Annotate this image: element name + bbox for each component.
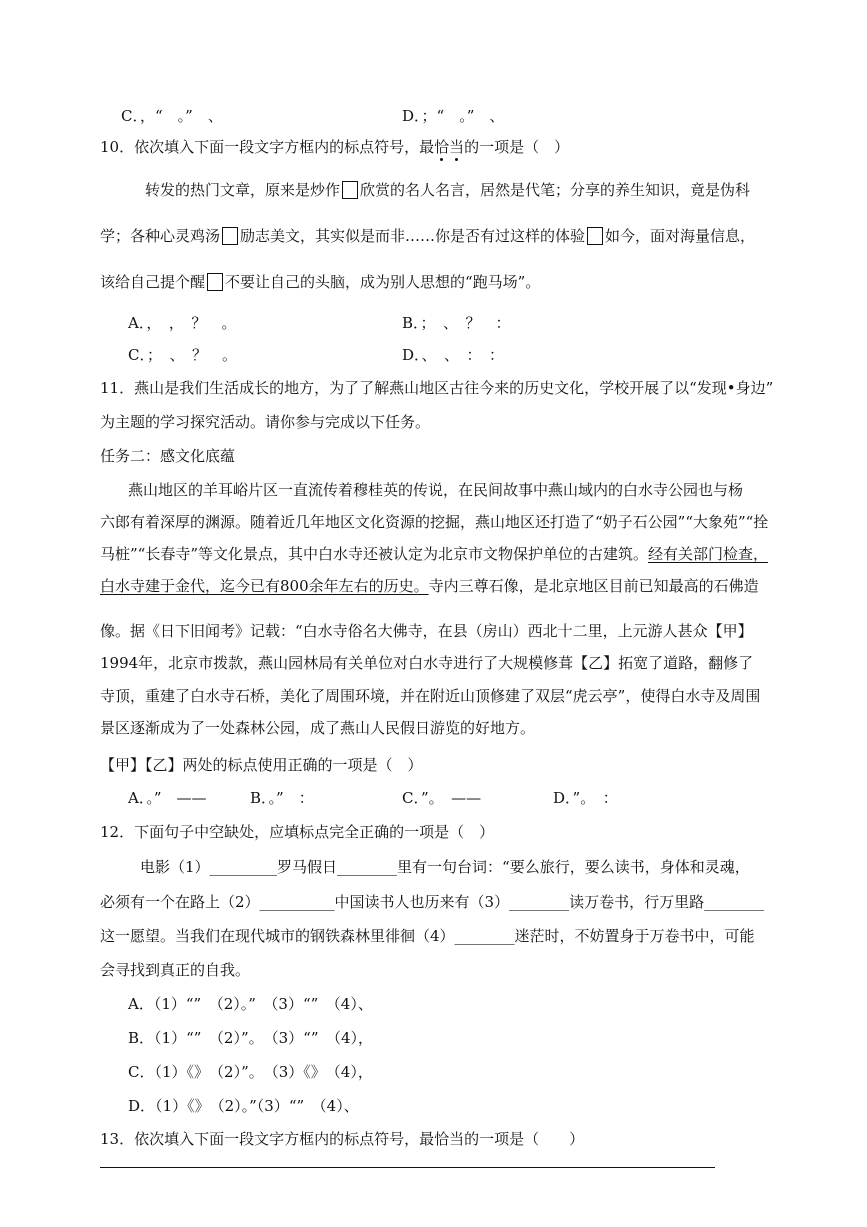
page-divider bbox=[100, 1167, 715, 1168]
question-10-stem: 10．依次填入下面一段文字方框内的标点符号，最恰当的一项是（ ） bbox=[100, 138, 570, 156]
question-11-passage-line: 六郎有着深厚的渊源。随着近几年地区文化资源的挖掘，燕山地区还打造了“奶子石公园”“大象苑”“拴 bbox=[100, 513, 769, 531]
blank-box bbox=[222, 227, 238, 245]
task-heading: 任务二：感文化底蕴 bbox=[100, 447, 236, 465]
option-a: A．。” —— bbox=[128, 789, 207, 807]
option-b: B．。” ： bbox=[250, 789, 314, 807]
option-d: D．、 、 ： ： bbox=[402, 346, 505, 364]
question-12-passage-line: 会寻找到真正的自我。 bbox=[100, 961, 251, 979]
option-d: D．”。 ： bbox=[553, 789, 618, 807]
question-11-passage-line: 像。据《日下旧闻考》记载：“白水寺俗名大佛寺，在县（房山）西北十二里，上元游人甚众【甲】 bbox=[100, 622, 753, 640]
option-b: B．（1）“” （2）”。 （3）“” （4）， bbox=[128, 1029, 374, 1047]
blank-box bbox=[342, 181, 358, 199]
underlined-sentence: 白水寺建于金代，迄今已有800余年左右的历史。 bbox=[100, 577, 429, 595]
question-12-passage-line: 这一愿望。当我们在现代城市的钢铁森林里徘徊（4）________迷茫时，不妨置身于万卷书中，可能 bbox=[100, 927, 755, 945]
blank-box bbox=[207, 273, 223, 291]
option-b: B．； 、 ？ ： bbox=[402, 314, 511, 332]
question-11-passage-line: 寺顶，重建了白水寺石桥，美化了周围环境，并在附近山顶修建了双层“虎云亭”，使得白水寺及周围 bbox=[100, 687, 761, 705]
blank-box bbox=[587, 227, 603, 245]
option-a: A．（1）“” （2）。” （3）“” （4）、 bbox=[128, 995, 373, 1013]
question-13-stem: 13．依次填入下面一段文字方框内的标点符号，最恰当的一项是（ ） bbox=[100, 1130, 585, 1148]
question-12-passage-line: 电影（1）_________罗马假日________里有一句台词：“要么旅行，要么读书，身体和灵魂， bbox=[140, 858, 750, 876]
question-11-passage-line: 燕山地区的羊耳峪片区一直流传着穆桂英的传说，在民间故事中燕山域内的白水寺公园也与杨 bbox=[128, 481, 744, 499]
question-10-passage-line: 该给自己提个醒 不要让自己的头脑，成为别人思想的“跑马场”。 bbox=[100, 273, 541, 291]
option-c: C．（1）《》 （2）”。 （3）《》 （4）， bbox=[128, 1063, 373, 1081]
question-11-passage-line: 1994年，北京市拨款，燕山园林局有关单位对白水寺进行了大规模修葺【乙】拓宽了道路，翻修了 bbox=[100, 654, 754, 672]
question-11-passage-line: 马桩”“长春寺”等文化景点，其中白水寺还被认定为北京市文物保护单位的古建筑。经有关部门检查， bbox=[100, 545, 769, 563]
question-11-passage-line: 白水寺建于金代，迄今已有800余年左右的历史。寺内三尊石像，是北京地区目前已知最高的石佛造 bbox=[100, 577, 759, 595]
option-c: C．”。 —— bbox=[402, 789, 482, 807]
question-11-prompt: 【甲】【乙】两处的标点使用正确的一项是（ ） bbox=[100, 756, 423, 774]
option-d: D．（1）《》 （2）。”（3）“” （4）、 bbox=[128, 1097, 359, 1115]
question-12-passage-line: 必须有一个在路上（2）__________中国读书人也历来有（3）________读万卷书，行万里路________ bbox=[100, 893, 765, 911]
option-d: D．；“ 。” 、 bbox=[402, 107, 505, 125]
question-10-passage-line: 学；各种心灵鸡汤 励志美文，其实似是而非……你是否有过这样的体验 如今，面对海量信息， bbox=[100, 227, 756, 245]
question-12-stem: 12．下面句子中空缺处，应填标点完全正确的一项是（ ） bbox=[100, 823, 495, 841]
question-11-passage-line: 景区逐渐成为了一处森林公园，成了燕山人民假日游览的好地方。 bbox=[100, 719, 536, 737]
question-10-passage-line: 转发的热门文章，原来是炒作 欣赏的名人名言，居然是代笔；分享的养生知识，竟是伪科 bbox=[145, 181, 751, 199]
option-c: C．，“ 。” 、 bbox=[121, 107, 223, 125]
question-11-stem: 11．燕山是我们生活成长的地方，为了了解燕山地区古往今来的历史文化，学校开展了以“发现•身边” bbox=[100, 379, 774, 397]
question-11-stem: 为主题的学习探究活动。请你参与完成以下任务。 bbox=[100, 413, 431, 431]
option-c: C．； 、 ？ 。 bbox=[128, 346, 237, 364]
underlined-sentence: 经有关部门检查， bbox=[648, 545, 769, 563]
option-a: A．， ， ？ 。 bbox=[128, 314, 237, 332]
